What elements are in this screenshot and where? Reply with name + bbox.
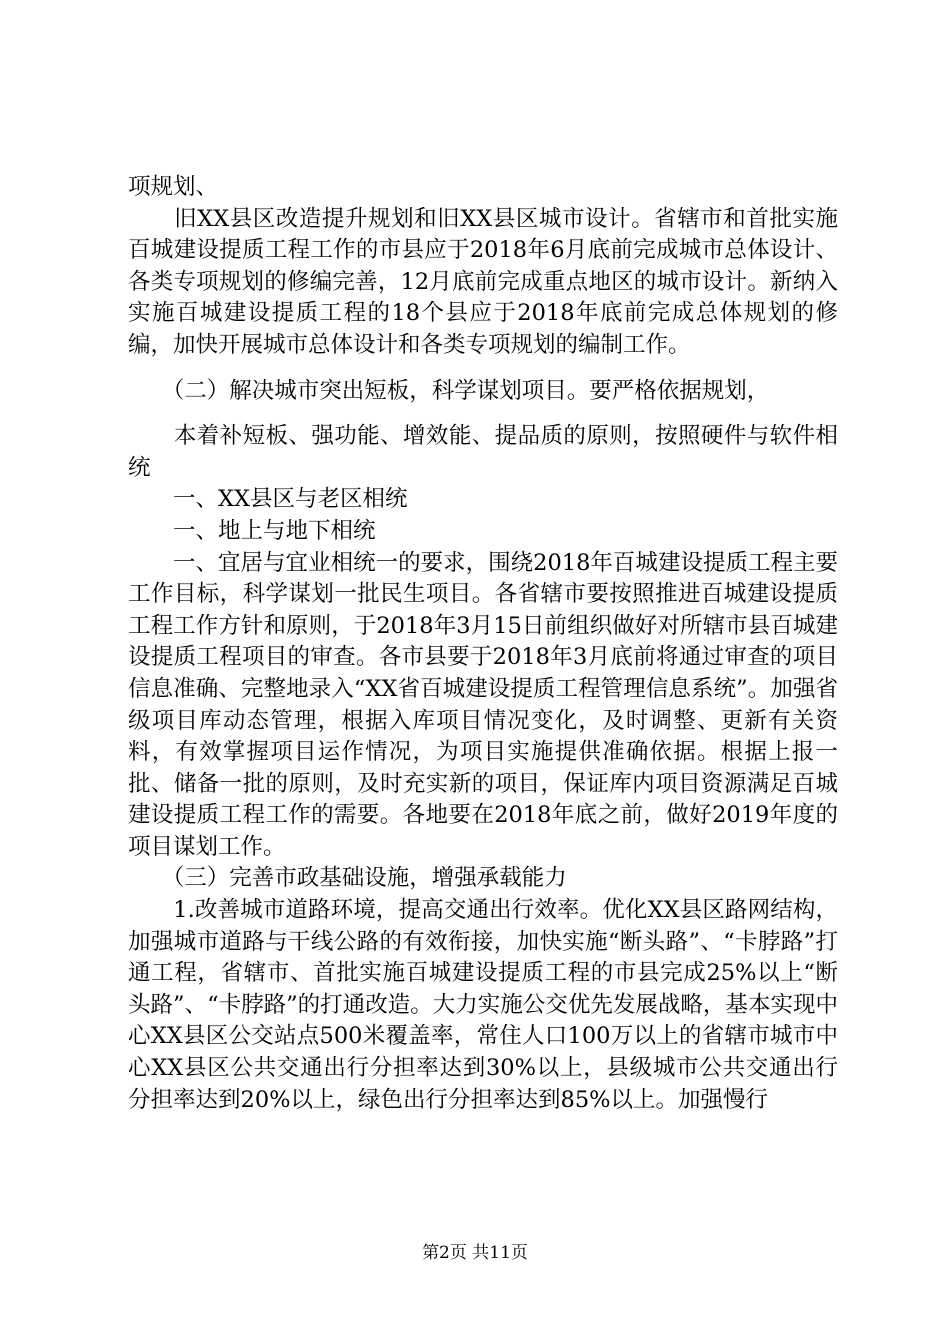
paragraph-1: 项规划、 [128,174,219,200]
paragraph-2: 旧XX县区改造提升规划和旧XX县区城市设计。省辖市和首批实施百城建设提质工程工作的市县应于2018年6月底前完成城市总体设计、各类专项规划的修编完善，12月底前完成重点地区的城市设计。新纳入实施百城建设提质工程的18个县应于2018年底前完成总体规划的修编，加快开展城市总体设计和各类专项规划的编制工作。 [128,205,838,358]
paragraph-3: （二）解决城市突出短板，科学谋划项目。要严格依据规划， [128,377,770,404]
paragraph-5: 一、XX县区与老区相统 [128,486,408,513]
page-footer: 第2页 共11页 [422,1243,528,1263]
paragraph-9: 1.改善城市道路环境，提高交通出行效率。优化XX县区路网结构，加强城市道路与干线公路的有效衔接，加快实施“断头路”、“卡脖路”打通工程，省辖市、首批实施百城建设提质工程的市县完成25%以上“断头路”、“卡脖路”的打通改造。大力实施公交优先发展战略，基本实现中心XX县区公交站点500米覆盖率，常住人口100万以上的省辖市城市中心XX县区公共交通出行分担率达到30%以上，县级城市公共交通出行分担率达到20%以上，绿色出行分担率达到85%以上。加强慢行 [128,897,838,1113]
paragraph-4: 本着补短板、强功能、增效能、提品质的原则，按照硬件与软件相统 [128,423,838,481]
paragraph-7: 一、宜居与宜业相统一的要求，围绕2018年百城建设提质工程主要工作目标，科学谋划一批民生项目。各省辖市要按照推进百城建设提质工程工作方针和原则，于2018年3月15日前组织做好对所辖市县百城建设提质工程项目的审查。各市县要于2018年3月底前将通过审查的项目信息准确、完整地录入“XX省百城建设提质工程管理信息系统”。加强省级项目库动态管理，根据入库项目情况变化，及时调整、更新有关资料，有效掌握项目运作情况，为项目实施提供准确依据。根据上报一批、储备一批的原则，及时充实新的项目，保证库内项目资源满足百城建设提质工程工作的需要。各地要在2018年底之前，做好2019年度的项目谋划工作。 [128,549,838,860]
paragraph-8: （三）完善市政基础设施，增强承载能力 [128,865,567,892]
paragraph-6: 一、地上与地下相统 [128,517,376,544]
document-body [128,172,838,1116]
